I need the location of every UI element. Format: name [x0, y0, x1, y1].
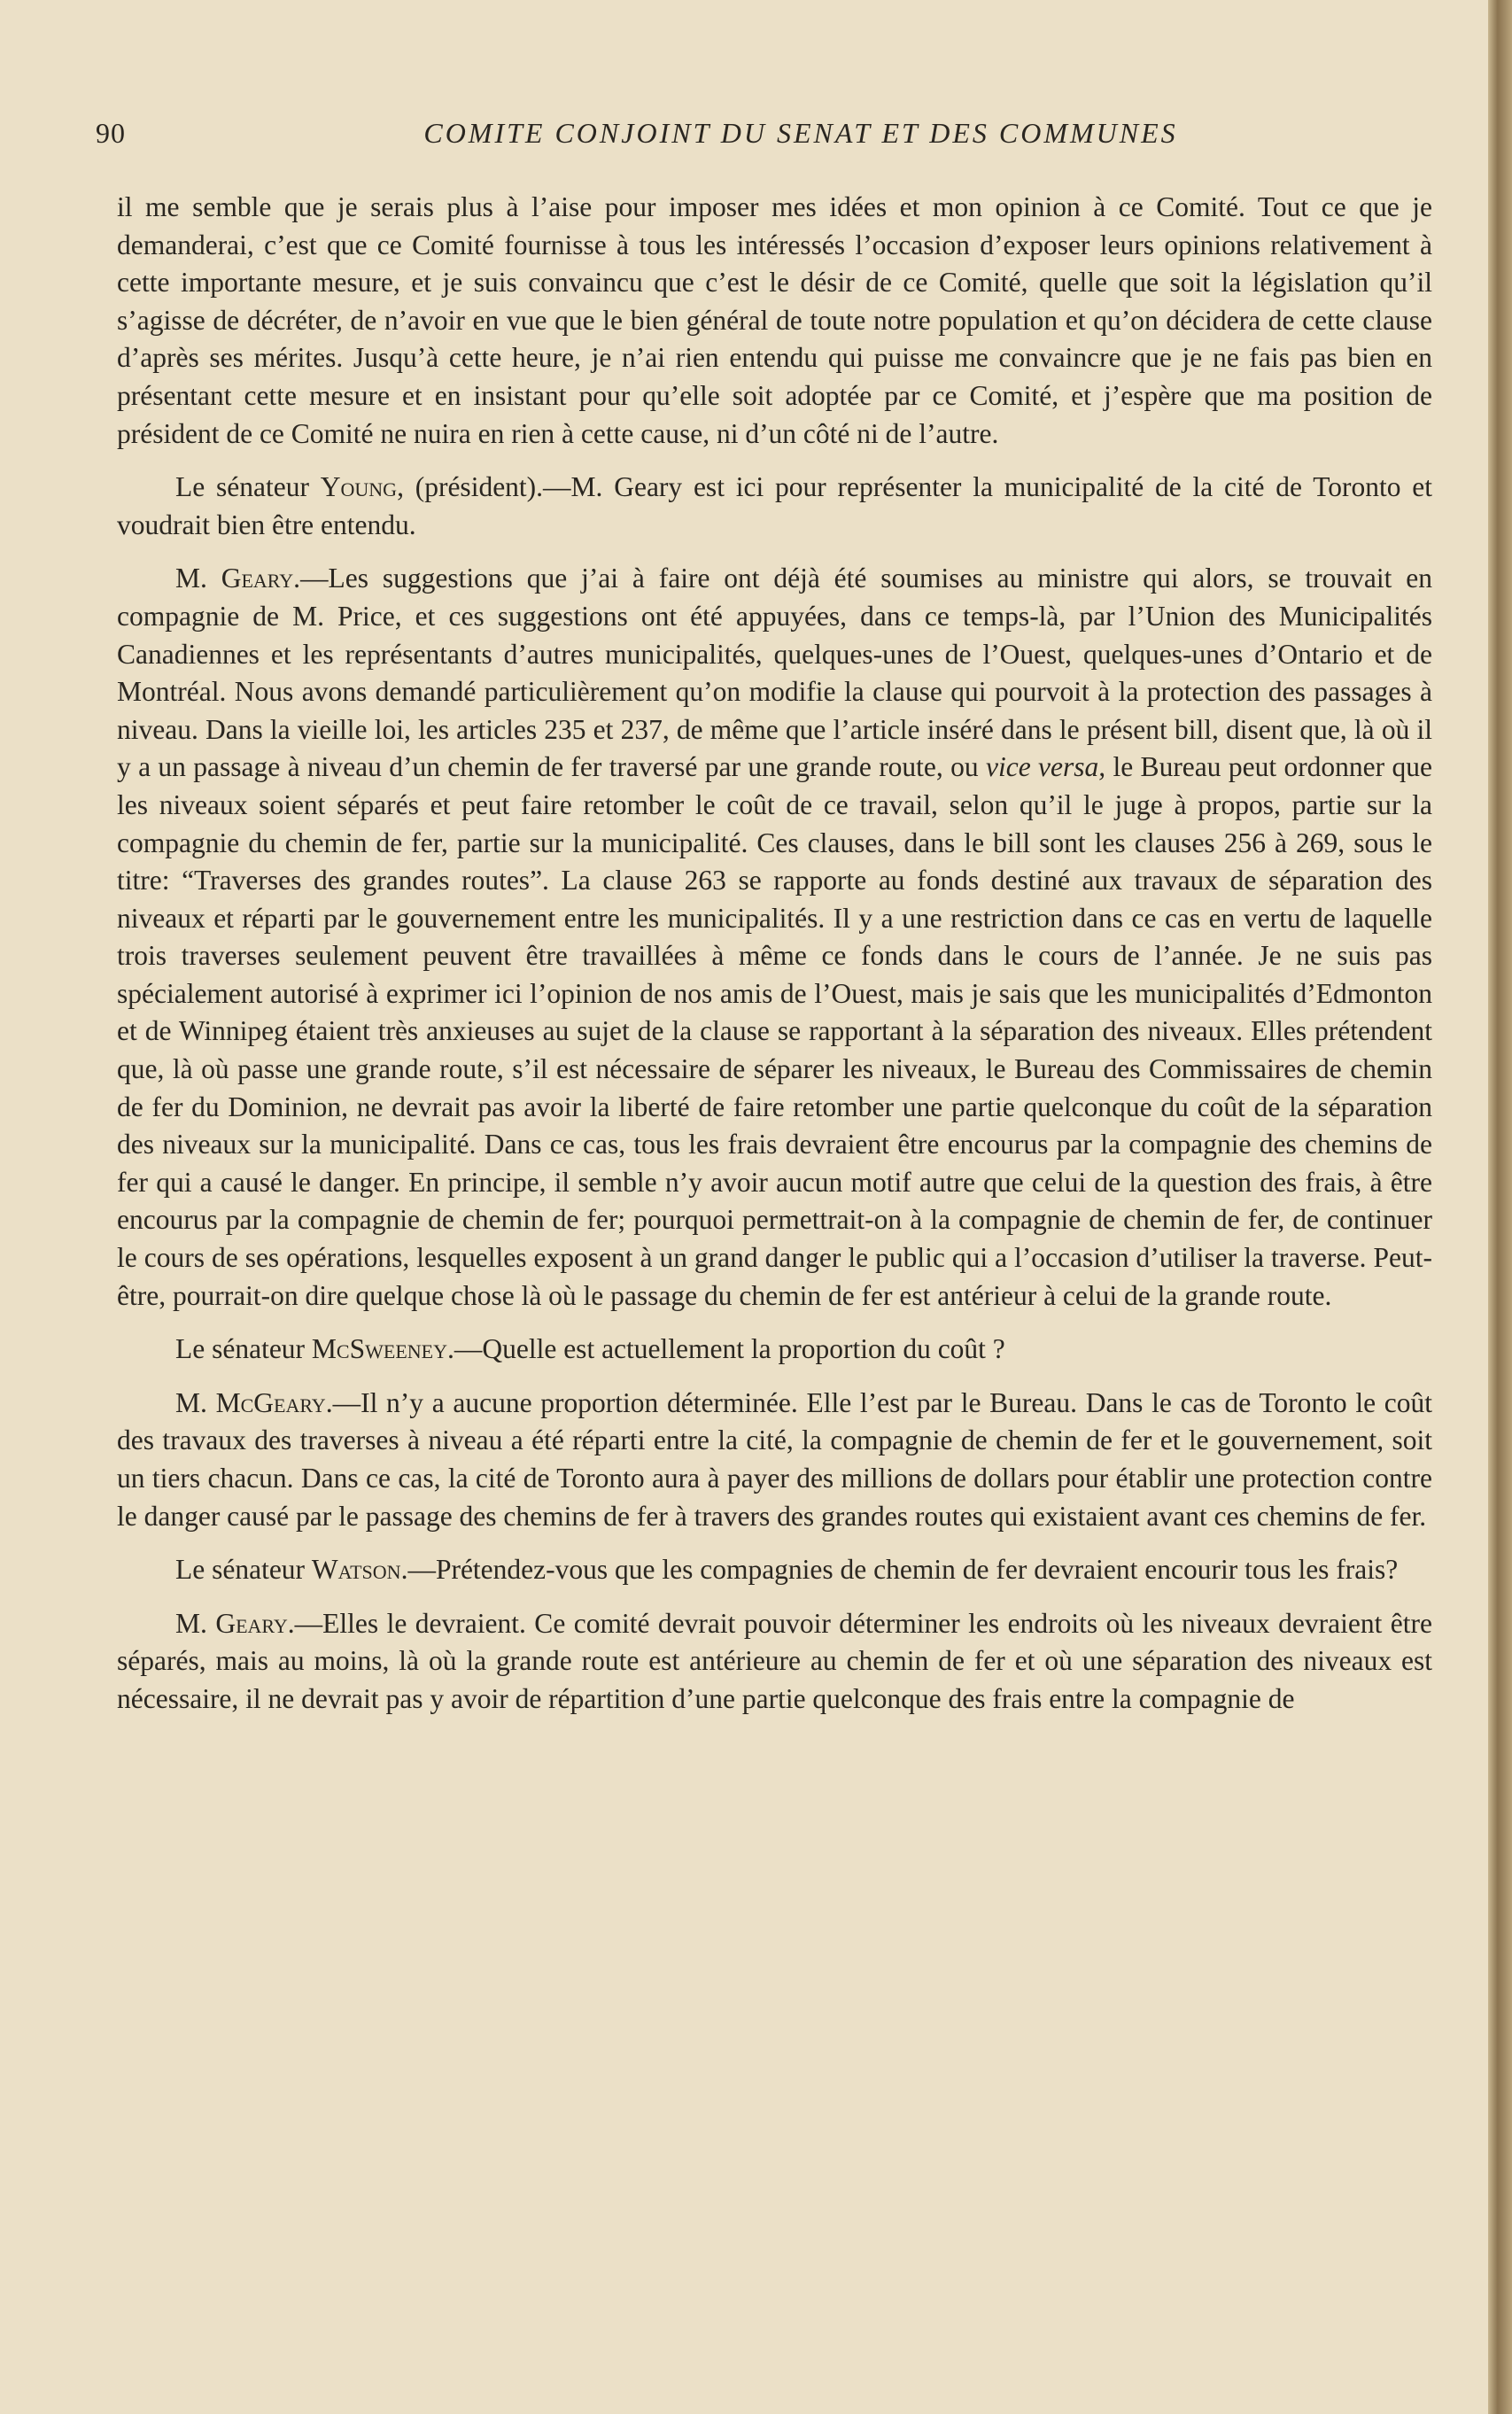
running-head: COMITE CONJOINT DU SENAT ET DES COMMUNES [423, 117, 1178, 149]
speech-mcgeary [117, 1385, 1432, 1535]
speaker-suffix: , (président).— [397, 471, 571, 503]
speech-young [117, 469, 1432, 544]
speaker-prefix: M. [175, 1607, 216, 1639]
speech-text: Quelle est actuellement la proportion du coût ? [482, 1333, 1005, 1365]
speaker-name: McSweeney [311, 1333, 447, 1365]
speech-geary-2 [117, 1605, 1432, 1719]
speaker-suffix: .— [325, 1386, 361, 1418]
speech-text: Elles le devraient. Ce comité devrait pouvoir déterminer les endroits où les niveaux devraient être séparés, mais au moins, là où la grande route est antérieure au chemin de fer et où une séparation des niveaux est nécessaire, il ne devrait pas y avoir de répartition d’une partie quelconque des frais entre la compagnie de [117, 1607, 1432, 1714]
paragraph-continuation [117, 189, 1432, 453]
speaker-suffix: .— [293, 563, 329, 594]
speech-text-before-italic: Les suggestions que j’ai à faire ont déjà été soumises au ministre qui alors, se trouvait en compagnie de M. Price, et ces suggestions ont été appuyées, dans ce temps-là, par l’Union des Municipalités Canadiennes et les représentants d’autres municipalités, quelques-unes de l’Ouest, quelques-unes d’Ontario et de Montréal. Nous avons demandé particulièrement qu’on modifie la clause qui pourvoit à la protection des passages à niveau. Dans la vieille loi, les articles 235 et 237, de même que l’article inséré dans le présent bill, disent que, là où il y a un passage à niveau d’un chemin de fer traversé par une grande route, ou [117, 563, 1432, 783]
speech-geary-1 [117, 560, 1432, 1315]
page-header [96, 117, 1435, 170]
speaker-suffix: .— [287, 1607, 323, 1639]
speech-italic-phrase: vice versa, [985, 751, 1106, 783]
speech-text: M. Geary est ici pour représenter la municipalité de la cité de Toronto et voudrait bien être entendu. [117, 471, 1433, 540]
speaker-name: Young [320, 471, 398, 503]
page-body [117, 189, 1432, 1735]
paragraph-text: il me semble que je serais plus à l’aise pour imposer mes idées et mon opinion à ce Comité. Tout ce que je demanderai, c’est que ce Comité fournisse à tous les intéressés l’occasion d’exposer leurs opinions relativement à cette importante mesure, et je suis convaincu que c’est le désir de ce Comité, quelle que soit la législation qu’il s’agisse de décréter, de n’avoir en vue que le bien général de toute notre population et qu’on décidera de cette clause d’après ses mérites. Jusqu’à cette heure, je n’ai rien entendu qui puisse me convaincre que je ne fais pas bien en présentant cette mesure et en insistant pour qu’elle soit adoptée par ce Comité, et j’espère que ma position de président de ce Comité ne nuira en rien à cette cause, ni d’un côté ni de l’autre. [117, 191, 1432, 449]
speech-text: le Bureau peut ordonner que les niveaux soient séparés et peut faire retomber le coût de ce travail, selon qu’il le juge à propos, partie sur la compagnie du chemin de fer, partie sur la municipalité. Ces clauses, dans le bill sont les clauses 256 à 269, sous le titre: “Traverses des grandes routes”. La clause 263 se rapporte au fonds destiné aux travaux de séparation des niveaux et réparti par le gouvernement entre les municipalités. Il y a une restriction dans ce cas en vertu de laquelle trois traverses seulement peuvent être travaillées à même ce fonds dans le cours de l’année. Je ne suis pas spécialement autorisé à exprimer ici l’opinion de nos amis de l’Ouest, mais je sais que les municipalités d’Edmonton et de Winnipeg étaient très anxieuses au sujet de la clause se rapportant à la séparation des niveaux. Elles prétendent que, là où passe une grande route, s’il est nécessaire de séparer les niveaux, le Bureau des Commissaires de chemin de fer du Dominion, ne devrait pas avoir la liberté de faire retomber une partie quelconque du coût de la séparation des niveaux sur la municipalité. Dans ce cas, tous les frais devraient être encourus par la compagnie des chemins de fer qui a causé le danger. En principe, il semble n’y avoir aucun motif autre que celui de la question des frais, à être encourus par la compagnie de chemin de fer; pourquoi permettrait-on à la compagnie de chemin de fer, de continuer le cours de ses opérations, lesquelles exposent à un grand danger le public qui a l’occasion d’utiliser la traverse. Peut-être, pourrait-on dire quelque chose là où le passage du chemin de fer est antérieur à celui de la grande route. [117, 751, 1432, 1311]
speaker-name: McGeary [215, 1386, 326, 1418]
speaker-prefix: M. [175, 563, 221, 594]
speaker-name: Watson [311, 1554, 401, 1586]
speaker-prefix: M. [175, 1386, 216, 1418]
speaker-suffix: .— [446, 1333, 483, 1365]
speech-text: Il n’y a aucune proportion déterminée. Elle l’est par le Bureau. Dans le cas de Toronto le coût des travaux des traverses à niveau a été réparti entre la cité, la compagnie de chemin de fer et le gouvernement, soit un tiers chacun. Dans ce cas, la cité de Toronto aura à payer des millions de dollars pour établir une protection contre le danger causé par le passage des chemins de fer à travers des grandes routes qui existaient avant ces chemins de fer. [117, 1386, 1432, 1532]
speaker-prefix: Le sénateur [175, 1333, 312, 1365]
speaker-suffix: .— [400, 1554, 436, 1586]
speech-watson [117, 1551, 1432, 1589]
speaker-prefix: Le sénateur [175, 471, 321, 503]
page-binding-edge [1488, 0, 1512, 2414]
speaker-prefix: Le sénateur [175, 1554, 312, 1586]
speaker-name: Geary [221, 563, 294, 594]
speaker-name: Geary [215, 1607, 288, 1639]
speech-mcsweeney [117, 1331, 1432, 1369]
speech-text: Prétendez-vous que les compagnies de chemin de fer devraient encourir tous les frais? [435, 1554, 1399, 1586]
page-number: 90 [96, 117, 126, 149]
